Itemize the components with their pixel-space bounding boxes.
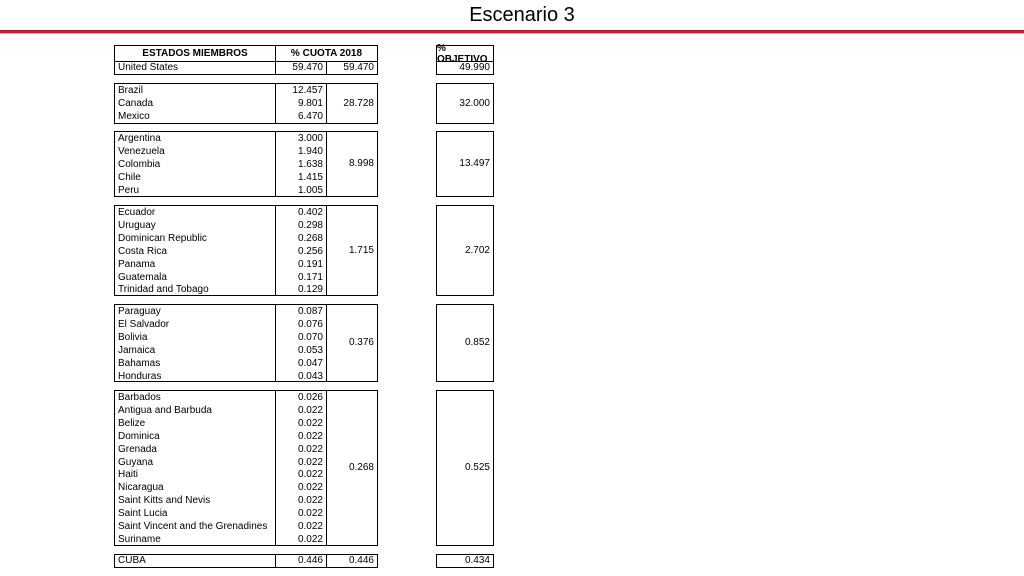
member-name: Chile	[118, 171, 141, 183]
member-quota: 0.022	[297, 443, 323, 455]
group-quota-total: 8.998	[348, 158, 374, 169]
group-members-box	[114, 205, 276, 296]
member-quota: 0.298	[297, 219, 323, 231]
member-name: Saint Kitts and Nevis	[118, 495, 211, 507]
member-name: Trinidad and Tobago	[118, 284, 209, 296]
slide-title: Escenario 3	[469, 4, 575, 26]
member-quota: 0.022	[297, 482, 323, 494]
member-name: Dominican Republic	[118, 232, 207, 244]
member-name: Saint Vincent and the Grenadines	[118, 521, 268, 532]
member-name: CUBA	[118, 555, 146, 566]
member-quota: 0.070	[297, 331, 323, 343]
member-name: Paraguay	[118, 306, 161, 317]
member-quota: 6.470	[297, 110, 323, 122]
member-name: Panama	[118, 258, 156, 270]
group-target-box	[436, 390, 494, 546]
member-name: United States	[118, 62, 179, 73]
member-quota: 0.053	[297, 344, 323, 356]
member-name: Grenada	[118, 443, 157, 455]
member-quota: 1.940	[297, 145, 323, 157]
member-name: Haiti	[118, 469, 139, 481]
group-target-box	[436, 205, 494, 296]
member-name: El Salvador	[118, 318, 170, 330]
member-name: Venezuela	[118, 145, 165, 157]
group-members-box	[114, 554, 276, 568]
member-quota: 0.268	[297, 232, 323, 244]
member-quota: 0.129	[297, 284, 323, 296]
group-total-box	[326, 390, 378, 546]
group-target-box	[436, 83, 494, 124]
member-quota: 0.047	[297, 357, 323, 369]
member-name: Peru	[118, 184, 140, 196]
group-quota-box	[275, 390, 327, 546]
group-total-box	[326, 205, 378, 296]
group-target-value: 2.702	[464, 244, 490, 256]
member-quota: 0.043	[297, 370, 323, 382]
group-total-box	[326, 304, 378, 382]
member-quota: 0.022	[297, 404, 323, 416]
member-quota: 0.256	[297, 245, 323, 257]
group-total-box	[326, 83, 378, 124]
member-quota: 0.022	[297, 521, 323, 532]
member-quota: 0.022	[297, 495, 323, 507]
group-target-value: 0.434	[464, 555, 490, 566]
group-target-value: 32.000	[459, 97, 490, 109]
group-quota-total: 0.446	[348, 555, 374, 566]
group-quota-total: 59.470	[343, 62, 374, 73]
member-quota: 0.022	[297, 508, 323, 520]
member-quota: 0.022	[297, 417, 323, 429]
member-name: Uruguay	[118, 219, 156, 231]
group-target-value: 0.525	[464, 462, 490, 473]
member-quota: 0.402	[297, 207, 323, 218]
group-quota-total: 0.268	[348, 462, 374, 473]
group-target-value: 49.990	[459, 62, 490, 73]
member-quota: 0.022	[297, 469, 323, 481]
group-members-box	[114, 83, 276, 124]
member-quota: 0.022	[297, 430, 323, 442]
member-quota: 1.005	[297, 184, 323, 196]
group-quota-box	[275, 131, 327, 197]
member-quota: 9.801	[297, 97, 323, 109]
member-name: Honduras	[118, 370, 162, 382]
member-quota: 0.087	[297, 306, 323, 317]
member-quota: 0.191	[297, 258, 323, 270]
member-name: Dominica	[118, 430, 160, 442]
member-name: Antigua and Barbuda	[118, 404, 212, 416]
member-name: Guyana	[118, 456, 154, 468]
group-members-box	[114, 61, 276, 75]
header-members: ESTADOS MIEMBROS	[114, 45, 276, 62]
member-quota: 12.457	[292, 85, 323, 96]
member-quota: 59.470	[292, 62, 323, 73]
group-quota-total: 0.376	[348, 337, 374, 348]
member-quota: 0.022	[297, 533, 323, 545]
group-target-box	[436, 61, 494, 75]
group-quota-total: 28.728	[343, 97, 374, 109]
group-quota-total: 1.715	[348, 244, 374, 256]
member-name: Bahamas	[118, 357, 161, 369]
member-name: Canada	[118, 97, 154, 109]
member-name: Brazil	[118, 85, 144, 96]
member-name: Guatemala	[118, 271, 167, 283]
title-underline-shadow	[0, 33, 1024, 34]
member-name: Argentina	[118, 133, 161, 144]
group-target-box	[436, 131, 494, 197]
member-name: Bolivia	[118, 331, 148, 343]
group-members-box	[114, 304, 276, 382]
group-target-box	[436, 304, 494, 382]
group-target-value: 0.852	[464, 337, 490, 348]
group-quota-box	[275, 83, 327, 124]
group-quota-box	[275, 554, 327, 568]
member-quota: 0.076	[297, 318, 323, 330]
member-quota: 1.638	[297, 158, 323, 170]
member-name: Belize	[118, 417, 146, 429]
header-quota: % CUOTA 2018	[275, 45, 378, 62]
member-quota: 1.415	[297, 171, 323, 183]
group-total-box	[326, 61, 378, 75]
member-quota: 0.446	[297, 555, 323, 566]
member-name: Jamaica	[118, 344, 156, 356]
group-members-box	[114, 131, 276, 197]
group-quota-box	[275, 304, 327, 382]
member-name: Mexico	[118, 110, 150, 122]
member-name: Suriname	[118, 533, 161, 545]
group-target-value: 13.497	[459, 158, 490, 169]
member-name: Costa Rica	[118, 245, 167, 257]
group-quota-box	[275, 61, 327, 75]
member-name: Colombia	[118, 158, 161, 170]
group-quota-box	[275, 205, 327, 296]
group-total-box	[326, 554, 378, 568]
member-quota: 0.026	[297, 392, 323, 403]
header-target: % OBJETIVO	[436, 45, 494, 62]
member-quota: 3.000	[297, 133, 323, 144]
group-members-box	[114, 390, 276, 546]
member-quota: 0.171	[297, 271, 323, 283]
member-name: Barbados	[118, 392, 161, 403]
member-name: Saint Lucia	[118, 508, 168, 520]
group-total-box	[326, 131, 378, 197]
member-quota: 0.022	[297, 456, 323, 468]
member-name: Nicaragua	[118, 482, 164, 494]
group-target-box	[436, 554, 494, 568]
member-name: Ecuador	[118, 207, 156, 218]
